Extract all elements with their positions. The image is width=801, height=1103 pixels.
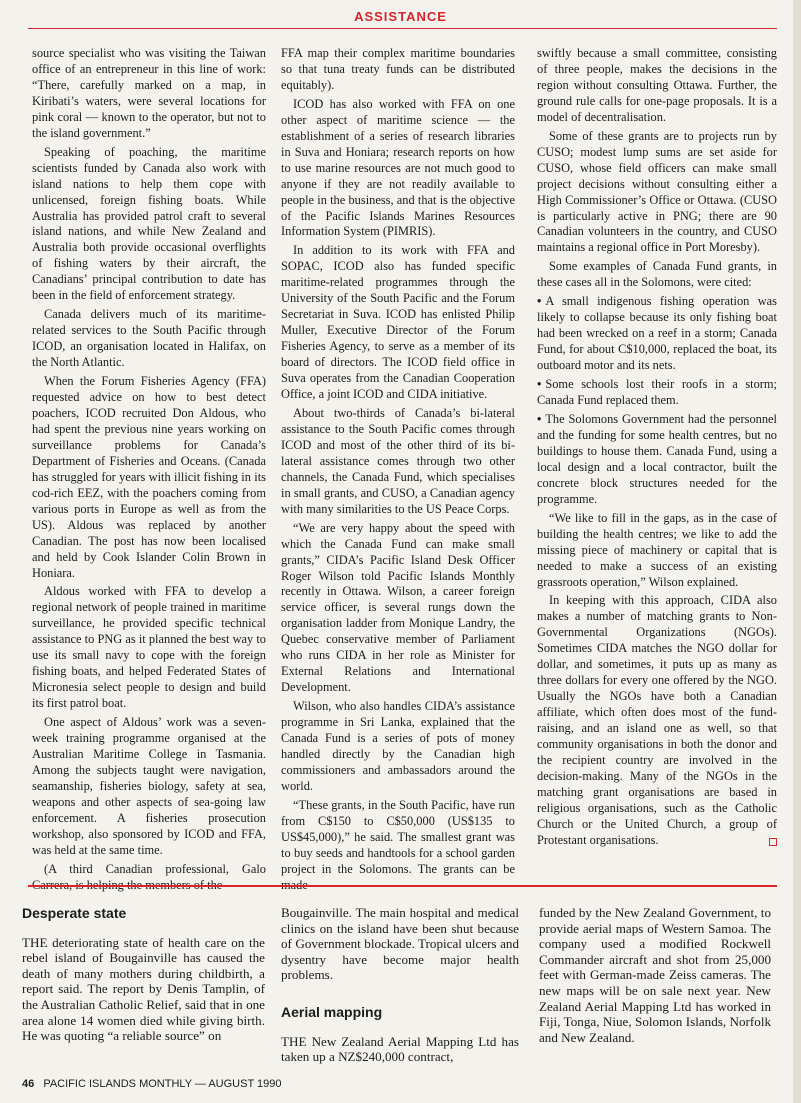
paragraph: ICOD has also worked with FFA on one other aspect of maritime science — the establishment of a series of research libraries in Suva and Honiara; research reports on how to use marine resources are not much good to anyone if they are not readily available to people in the business, and that is the objective of the Pacific Islands Marines Resources Information System (PIMRIS). <box>281 96 515 239</box>
paragraph: “We are very happy about the speed with which the Canada Fund can make small grants,” CIDA’s Pacific Island Desk Officer Roger Wilson told Pacific Islands Monthly recently in Ottawa. Wilson, a career foreign service officer, is several rungs down the organisation ladder from Monique Landry, the Quebec conservative member of Parliament who runs CIDA in her role as Minister for External Relations and International Development. <box>281 520 515 695</box>
bullet-text: The Solomons Government had the personnel and the funding for some health centres, but no buildings to house them. Canada Fund, using a local design and a local contractor, built the concrete block structures needed for the programme. <box>537 411 777 506</box>
brief-column-1 <box>22 904 265 1044</box>
page-edge <box>793 0 801 1103</box>
paragraph: Wilson, who also handles CIDA’s assistance programme in Sri Lanka, explained that the Canada Fund is a series of pots of money handled directly by the Canadian high commissioners and ambassadors around the world. <box>281 699 515 793</box>
paragraph: THE New Zealand Aerial Mapping Ltd has taken up a NZ$240,000 contract, <box>281 1033 519 1065</box>
bullet-item <box>537 412 777 508</box>
paragraph: Speaking of poaching, the maritime scientists funded by Canada also work with island nations to help them cope with unlicensed, foreign fishing boats. While Australia has provided patrol craft to several island nations, and while New Zealand and Australia both provide occasional overflights of fishing waters by their aircraft, the Canadians’ principal contribution to date has been in the field of enforcement strategy. <box>32 144 266 303</box>
section-divider <box>28 885 777 887</box>
paragraph: In addition to its work with FFA and SOPAC, ICOD also has funded specific maritime-related programmes through the University of the South Pacific and the Forum Secretariat in Suva. ICOD has enlisted Philip Muller, Executive Director of the Forum Fisheries Agency, to serve as a member of its board of directors. The ICOD field office in Suva operates from the Canadian Cooperation Office, a joint ICOD and CIDA initiative. <box>281 243 515 402</box>
bullet-text: A small indigenous fishing operation was likely to collapse because its only fishing boat had been wrecked on a reef in a storm; Canada Fund, for about C$10,000, replaced the boat, its outboard motor and its nets. <box>537 294 777 373</box>
paragraph: THE deteriorating state of health care on the rebel island of Bougainville has caused the death of many mothers during childbirth, a report said. The report by Denis Tamplin, of the Australian Catholic Relief, said that in one area alone 14 women died while giving birth. He was quoting “a reliable source” on <box>22 934 265 1044</box>
section-header: ASSISTANCE <box>354 9 447 24</box>
bullet-icon: • <box>537 294 542 309</box>
paragraph: Some examples of Canada Fund grants, in these cases all in the Solomons, were cited: <box>537 259 777 290</box>
page-footer <box>22 1078 282 1090</box>
bullet-icon: • <box>537 377 542 392</box>
paragraph: source specialist who was visiting the Taiwan office of an entrepreneur in this line of work: “There, carefully marked on a map, in Kiribati’s waters, were several locations for pink coral — known to the operator, but not to the island government.” <box>32 46 266 140</box>
article-column-2 <box>281 46 515 897</box>
article-column-3 <box>537 46 777 852</box>
paragraph-text: In keeping with this approach, CIDA also makes a number of matching grants to Non-Governmental Organizations (NGOs). Sometimes CIDA matches the NGO dollar for dollar, and sometimes, it puts up as many as three dollars for every one offered by the NGO. Usually the NGOs have both a Canadian affiliate, which often does most of the fund-raising, and an island one as well, so that community organisations in both the donor and the recipient country are involved in the decision-making. Many of the NGOs in the matching grant organisations are based in religious organisations, such as the Catholic Church or the United Church, a group of Protestant organisations. <box>537 593 777 847</box>
bullet-item <box>537 294 777 374</box>
article-column-1 <box>32 46 266 897</box>
paragraph: FFA map their complex maritime boundaries so that tuna treaty funds can be distributed equitably). <box>281 46 515 92</box>
paragraph: Canada delivers much of its maritime-related services to the South Pacific through ICOD, an organisation located in Halifax, on the North Atlantic. <box>32 307 266 370</box>
brief-column-2 <box>281 905 519 1065</box>
page-number: 46 <box>22 1078 35 1090</box>
paragraph: Aldous worked with FFA to develop a regional network of people trained in maritime surveillance, he provided specific technical assistance to PNG as it planned the best way to use its small navy to cope with the foreign fishing boats, and helped Federated States of Micronesia select people to design and build its first patrol boat. <box>32 584 266 711</box>
paragraph: About two-thirds of Canada’s bi-lateral assistance to the South Pacific comes through ICOD and most of the other third of its bi-lateral assistance comes through two other channels, the Canada Fund, which specialises in small grants, and CUSO, a Canadian agency with many similarities to the US Peace Corps. <box>281 405 515 516</box>
brief-column-3 <box>539 905 771 1045</box>
bullet-text: Some schools lost their roofs in a storm; Canada Fund replaced them. <box>537 377 777 408</box>
paragraph <box>537 593 777 848</box>
end-of-article-icon <box>769 838 777 846</box>
bullet-icon: • <box>537 411 542 426</box>
header-rule <box>28 28 777 29</box>
publication-line: PACIFIC ISLANDS MONTHLY — AUGUST 1990 <box>43 1078 282 1090</box>
bullet-item <box>537 377 777 409</box>
paragraph: Bougainville. The main hospital and medical clinics on the island have been shut because of Government blockade. Tropical ulcers and dysentry have become major health problems. <box>281 905 519 983</box>
paragraph: “These grants, in the South Pacific, have run from C$150 to C$50,000 (US$135 to US$45,000),” he said. The smallest grant was to buy seeds and handtools for a school garden project in the Solomons. The grants can be made <box>281 797 515 892</box>
headline-aerial-mapping: Aerial mapping <box>281 1003 383 1020</box>
paragraph: swiftly because a small committee, consisting of three people, makes the decisions in the region without consulting Ottawa. Further, the ground rule calls for one-page proposals. It is a model of decentralisation. <box>537 46 777 124</box>
paragraph: When the Forum Fisheries Agency (FFA) requested advice on how to best detect poachers, ICOD recruited Don Aldous, who had spent the previous nine years working on surveillance problems for Canada’s Department of Fisheries and Oceans. (Canada has struggled for years with illicit fishing in its cod-rich EEZ, with the poachers coming from various ports in Europe as well as from the US). Aldous was replaced by another Canadian. The post has now been localised and held by Cook Islander Colin Brown in Honiara. <box>32 374 266 580</box>
paragraph: Some of these grants are to projects run by CUSO; modest lump sums are set aside for CUSO, whose field officers can make small project decisions without consulting either a High Commissioner’s Office or Ottawa. (CUSO is particularly active in PNG; there are 90 Canadian volunteers in the country, and CUSO maintains a regional office in Port Moresby). <box>537 128 777 255</box>
paragraph: funded by the New Zealand Government, to provide aerial maps of Western Samoa. The company used a modified Rockwell Commander aircraft and shot from 25,000 feet with German-made Zeiss cameras. The new maps will be on sale next year. New Zealand Aerial Mapping Ltd has worked in Fiji, Tonga, Niue, Solomon Islands, Norfolk and New Zealand. <box>539 905 771 1045</box>
paragraph: “We like to fill in the gaps, as in the case of building the health centres; we like to add the missing piece of machinery or capital that is needed to make a success of an existing grassroots operation,” Wilson explained. <box>537 510 777 589</box>
paragraph: (A third Canadian professional, Galo Carrera, is helping the members of the <box>32 861 266 892</box>
headline-desperate-state: Desperate state <box>22 905 127 921</box>
paragraph: One aspect of Aldous’ work was a seven-week training programme organised at the Australian Maritime College in Tasmania. Among the subjects taught were navigation, seamanship, fisheries biology, safety at sea, weapons and other aspects of sea-going law enforcement. A fisheries prosecution workshop, also sponsored by ICOD and FFA, was held at the same time. <box>32 715 266 857</box>
